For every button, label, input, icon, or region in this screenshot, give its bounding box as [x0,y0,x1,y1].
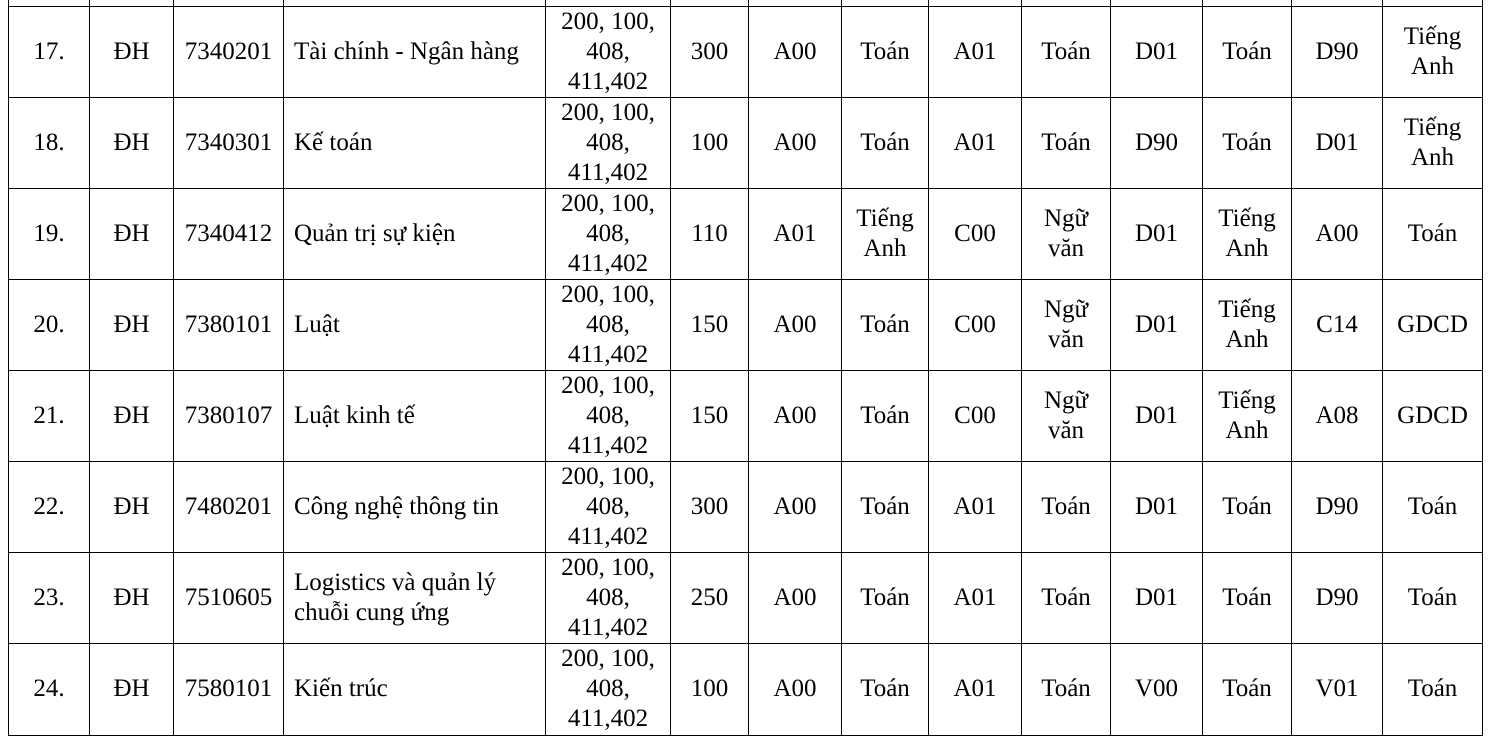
table-row [9,552,1483,643]
level-cell: ĐH [90,97,174,188]
table-body [9,0,1483,735]
combo-subject-cell [842,279,929,370]
table-row [9,6,1483,97]
row-number-cell: 22. [9,461,90,552]
row-number-cell: 19. [9,188,90,279]
combo-subject-cell-line: Toán [1407,675,1458,702]
row-number-cell: 21. [9,370,90,461]
combo-subject-cell-line: Anh [1225,416,1269,444]
quota-cell: 150 [671,279,749,370]
major-name-cell-line: chuỗi cung ứng [294,598,450,626]
combo-subject-cell [842,97,929,188]
combo-subject-cell-line: Toán [860,675,910,702]
combo-subject-cell [1383,6,1483,97]
major-name-cell [284,97,546,188]
combo-subject-cell-line: văn [1047,416,1085,444]
major-name-cell-line: Tài chính - Ngân hàng [294,37,519,65]
admission-method-cell-line: 408, [586,128,630,156]
combo-subject-cell-line: Toán [1041,128,1091,156]
combo-subject-cell-line: Toán [1407,492,1458,520]
combo-code-cell: A00 [1292,188,1383,279]
combo-code-cell: A00 [749,6,842,97]
combo-code-cell: D01 [1111,552,1203,643]
admission-method-cell-line: 408, [586,37,630,65]
admission-method-cell-line: 408, [586,310,630,338]
combo-code-cell: D90 [1111,97,1203,188]
admission-method-cell [546,279,671,370]
combo-subject-cell-line: Ngữ [1043,295,1089,323]
combo-subject-cell-line: Toán [1222,492,1272,520]
combo-code-cell: A00 [749,461,842,552]
combo-subject-cell-line: Anh [1410,52,1455,80]
combo-subject-cell [842,188,929,279]
combo-subject-cell-line: Toán [860,310,910,338]
combo-subject-cell [1203,188,1292,279]
combo-subject-cell [1203,552,1292,643]
combo-subject-cell [1022,552,1111,643]
combo-subject-cell [1022,461,1111,552]
combo-subject-cell-line: Toán [860,492,910,520]
admission-method-cell-line: 408, [586,583,630,611]
combo-code-cell: D01 [1111,370,1203,461]
major-name-cell-line: Công nghệ thông tin [294,492,499,520]
admission-method-cell-line: 200, 100, [561,645,655,672]
admission-method-cell-line: 200, 100, [561,98,655,126]
combo-code-cell: D01 [1292,97,1383,188]
combo-subject-cell [1022,97,1111,188]
major-code-cell: 7340201 [174,6,284,97]
combo-code-cell: A01 [929,461,1022,552]
combo-subject-cell-line: Toán [1041,37,1091,65]
combo-subject-cell-line: Anh [863,234,907,262]
combo-subject-cell [1022,188,1111,279]
combo-subject-cell-line: Toán [860,401,910,429]
admission-method-cell-line: 411,402 [567,522,649,550]
combo-subject-cell-line: Toán [1041,675,1091,702]
combo-subject-cell-line: Tiếng [856,204,914,232]
major-name-cell-line: Kiến trúc [294,675,388,702]
major-name-cell [284,643,546,735]
level-cell: ĐH [90,279,174,370]
major-name-cell [284,188,546,279]
admission-method-cell [546,188,671,279]
quota-cell: 250 [671,552,749,643]
combo-code-cell: D90 [1292,552,1383,643]
level-cell: ĐH [90,461,174,552]
combo-subject-cell-line: Toán [1222,37,1272,65]
admission-method-cell-line: 408, [586,675,630,702]
combo-subject-cell [842,370,929,461]
combo-subject-cell [1022,279,1111,370]
combo-code-cell: D90 [1292,461,1383,552]
level-cell: ĐH [90,188,174,279]
admission-method-cell-line: 411,402 [567,67,649,95]
combo-code-cell: A01 [929,552,1022,643]
quota-cell: 300 [671,6,749,97]
combo-subject-cell-line: Toán [860,583,910,611]
combo-subject-cell [1203,643,1292,735]
combo-subject-cell [1383,370,1483,461]
level-cell: ĐH [90,6,174,97]
combo-subject-cell [1022,370,1111,461]
major-name-cell-line: Luật [294,310,340,338]
major-name-cell-line: Kế toán [294,128,373,156]
major-name-cell [284,370,546,461]
major-code-cell: 7340301 [174,97,284,188]
admission-method-cell-line: 408, [586,401,630,429]
admission-method-cell-line: 411,402 [567,705,649,732]
admission-method-cell-line: 411,402 [567,158,649,186]
admission-method-cell [546,461,671,552]
row-number-cell: 24. [9,643,90,735]
row-number-cell: 18. [9,97,90,188]
major-code-cell: 7580101 [174,643,284,735]
admission-method-cell [546,552,671,643]
combo-code-cell: A00 [749,97,842,188]
major-code-cell: 7480201 [174,461,284,552]
combo-code-cell: A00 [749,552,842,643]
major-name-cell [284,279,546,370]
combo-subject-cell-line: Ngữ [1043,386,1089,414]
combo-code-cell: V00 [1111,643,1203,735]
row-number-cell: 17. [9,6,90,97]
table-row [9,643,1483,735]
major-name-cell [284,461,546,552]
major-name-cell-line: Luật kinh tế [294,401,415,429]
combo-subject-cell [1383,461,1483,552]
combo-code-cell: A01 [929,97,1022,188]
combo-subject-cell-line: Toán [1222,128,1272,156]
combo-subject-cell-line: Anh [1225,325,1269,353]
combo-code-cell: A00 [749,370,842,461]
admission-method-cell [546,370,671,461]
combo-subject-cell [1203,370,1292,461]
admission-method-cell-line: 200, 100, [561,189,655,217]
combo-code-cell: C00 [929,279,1022,370]
admission-method-cell-line: 200, 100, [561,462,655,490]
combo-subject-cell-line: Tiếng [1218,386,1276,414]
combo-subject-cell-line: Toán [860,128,910,156]
combo-subject-cell-line: Toán [1407,583,1458,611]
table-row [9,97,1483,188]
major-name-cell [284,552,546,643]
admission-method-cell-line: 200, 100, [561,371,655,399]
combo-subject-cell [1383,188,1483,279]
major-name-cell-line: Logistics và quản lý [294,568,497,596]
combo-code-cell: V01 [1292,643,1383,735]
combo-subject-cell [1383,279,1483,370]
combo-code-cell: A00 [749,643,842,735]
combo-subject-cell-line: Toán [1041,583,1091,611]
combo-subject-cell [842,552,929,643]
admission-method-cell-line: 200, 100, [561,553,655,581]
combo-subject-cell [1022,643,1111,735]
quota-cell: 300 [671,461,749,552]
table-row [9,370,1483,461]
row-number-cell: 23. [9,552,90,643]
combo-subject-cell-line: Toán [1041,492,1091,520]
combo-subject-cell [1383,643,1483,735]
quota-cell: 100 [671,97,749,188]
combo-subject-cell-line: Tiếng [1403,113,1462,141]
combo-subject-cell-line: Tiếng [1218,295,1276,323]
major-name-cell [284,6,546,97]
combo-code-cell: D01 [1111,461,1203,552]
table-row [9,188,1483,279]
table-row [9,461,1483,552]
admission-method-cell [546,97,671,188]
level-cell: ĐH [90,552,174,643]
combo-subject-cell-line: Toán [1407,219,1458,247]
combo-subject-cell-line: Toán [1222,675,1272,702]
combo-subject-cell-line: Ngữ [1043,204,1089,232]
combo-subject-cell [1203,6,1292,97]
admission-method-cell [546,643,671,735]
major-code-cell: 7510605 [174,552,284,643]
admissions-table [8,0,1483,736]
row-number-cell: 20. [9,279,90,370]
combo-code-cell: A01 [749,188,842,279]
combo-code-cell: D01 [1111,279,1203,370]
combo-subject-cell [1203,97,1292,188]
combo-code-cell: C14 [1292,279,1383,370]
major-code-cell: 7340412 [174,188,284,279]
major-code-cell: 7380107 [174,370,284,461]
combo-subject-cell-line: Toán [860,37,910,65]
major-name-cell-line: Quản trị sự kiện [294,219,456,247]
combo-code-cell: C00 [929,188,1022,279]
table-row [9,279,1483,370]
combo-subject-cell [1022,6,1111,97]
combo-subject-cell-line: Tiếng [1218,204,1276,232]
combo-code-cell: C00 [929,370,1022,461]
combo-subject-cell [1203,461,1292,552]
admission-method-cell-line: 200, 100, [561,7,655,35]
major-code-cell: 7380101 [174,279,284,370]
quota-cell: 100 [671,643,749,735]
combo-subject-cell-line: văn [1047,234,1085,262]
combo-code-cell: A01 [929,643,1022,735]
admission-method-cell-line: 411,402 [567,249,649,277]
admission-method-cell-line: 411,402 [567,431,649,459]
quota-cell: 110 [671,188,749,279]
combo-code-cell: D01 [1111,188,1203,279]
quota-cell: 150 [671,370,749,461]
combo-code-cell: D90 [1292,6,1383,97]
level-cell: ĐH [90,370,174,461]
combo-subject-cell-line: văn [1047,325,1085,353]
combo-code-cell: A08 [1292,370,1383,461]
combo-subject-cell-line: GDCD [1397,401,1468,429]
combo-code-cell: D01 [1111,6,1203,97]
admission-method-cell-line: 408, [586,219,630,247]
combo-subject-cell [1383,552,1483,643]
combo-subject-cell-line: Tiếng [1403,22,1462,50]
combo-subject-cell-line: Anh [1225,234,1269,262]
combo-subject-cell [842,6,929,97]
combo-subject-cell [842,643,929,735]
combo-code-cell: A01 [929,6,1022,97]
combo-subject-cell [1203,279,1292,370]
admission-method-cell [546,6,671,97]
admission-method-cell-line: 200, 100, [561,280,655,308]
combo-subject-cell-line: Anh [1410,143,1455,171]
combo-subject-cell-line: GDCD [1397,310,1468,338]
combo-subject-cell [1383,97,1483,188]
admission-method-cell-line: 408, [586,492,630,520]
level-cell: ĐH [90,643,174,735]
combo-subject-cell-line: Toán [1222,583,1272,611]
admission-method-cell-line: 411,402 [567,613,649,641]
combo-code-cell: A00 [749,279,842,370]
admission-method-cell-line: 411,402 [567,340,649,368]
combo-subject-cell [842,461,929,552]
